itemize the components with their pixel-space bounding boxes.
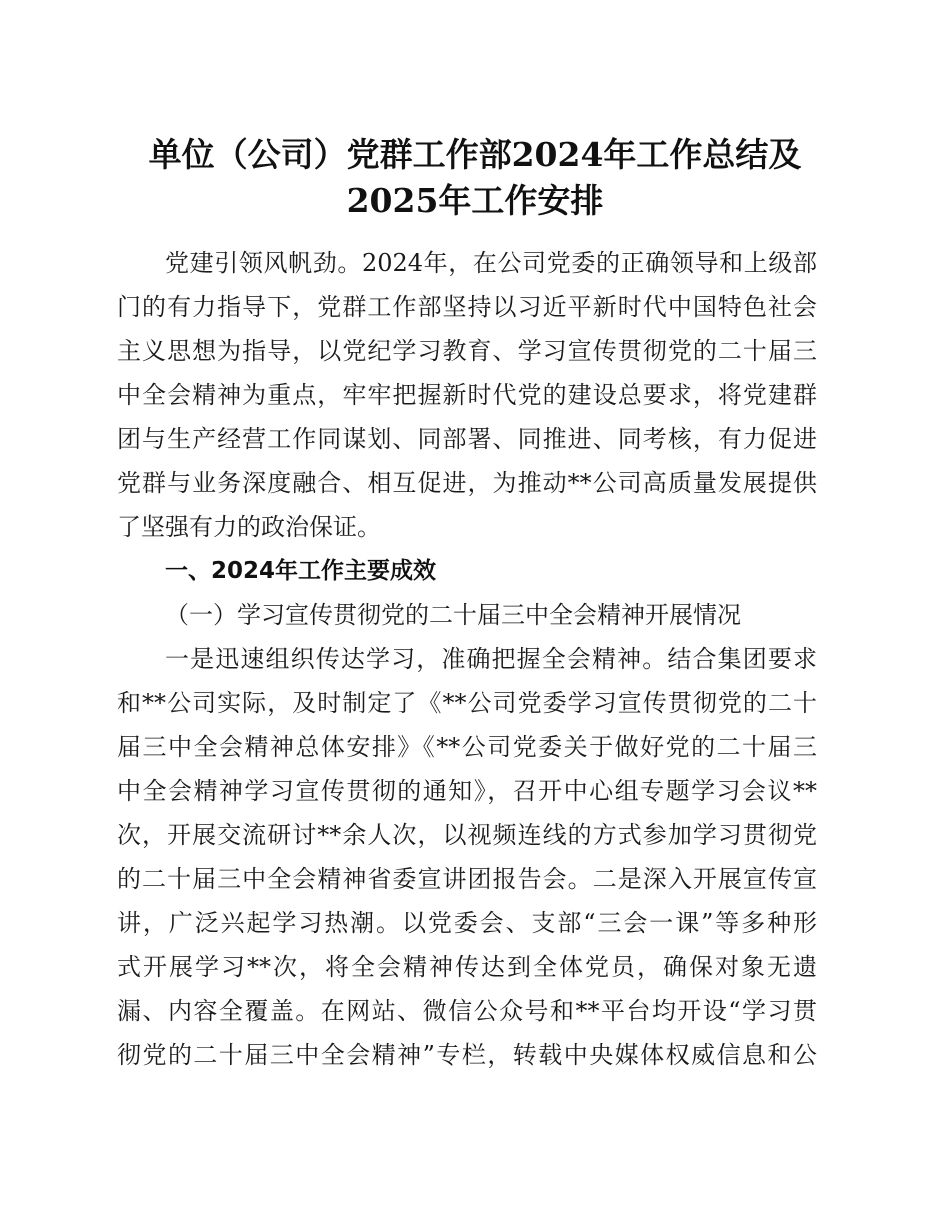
body-line: 一是迅速组织传达学习，准确把握全会精神。结合集团要求 [165,645,817,673]
intro-line: 团与生产经营工作同谋划、同部署、同推进、同考核，有力促进 [117,425,817,453]
body-line: 的二十届三中全会精神省委宣讲团报告会。二是深入开展宣传宣 [117,865,817,893]
body-line: 式开展学习**次，将全会精神传达到全体党员，确保对象无遗 [117,953,817,981]
intro-line: 党建引领风帆劲。2024年，在公司党委的正确领导和上级部 [165,249,817,277]
document-title-line-1: 单位（公司）党群工作部2024年工作总结及 [148,135,802,174]
section-heading: 一、2024年工作主要成效 [165,558,437,584]
body-line: 次，开展交流研讨**余人次，以视频连线的方式参加学习贯彻党 [117,821,817,849]
body-line: 届三中全会精神总体安排》《**公司党委关于做好党的二十届三 [117,733,817,761]
body-line: 和**公司实际，及时制定了《**公司党委学习宣传贯彻党的二十 [117,689,817,717]
intro-line: 中全会精神为重点，牢牢把握新时代党的建设总要求，将党建群 [117,381,817,409]
body-line: 彻党的二十届三中全会精神”专栏，转载中央媒体权威信息和公 [117,1041,817,1069]
body-line: 讲，广泛兴起学习热潮。以党委会、支部“三会一课”等多种形 [117,909,817,937]
intro-line: 了坚强有力的政治保证。 [117,513,381,541]
body-line: 中全会精神学习宣传贯彻的通知》，召开中心组专题学习会议** [117,777,817,805]
body-line: 漏、内容全覆盖。在网站、微信公众号和**平台均开设“学习贯 [117,997,817,1025]
intro-line: 门的有力指导下，党群工作部坚持以习近平新时代中国特色社会 [117,293,817,321]
intro-line: 党群与业务深度融合、相互促进，为推动**公司高质量发展提供 [117,469,817,497]
intro-line: 主义思想为指导，以党纪学习教育、学习宣传贯彻党的二十届三 [117,337,817,365]
subsection-heading: （一）学习宣传贯彻党的二十届三中全会精神开展情况 [165,601,741,629]
document-title-line-2: 2025年工作安排 [346,181,604,220]
